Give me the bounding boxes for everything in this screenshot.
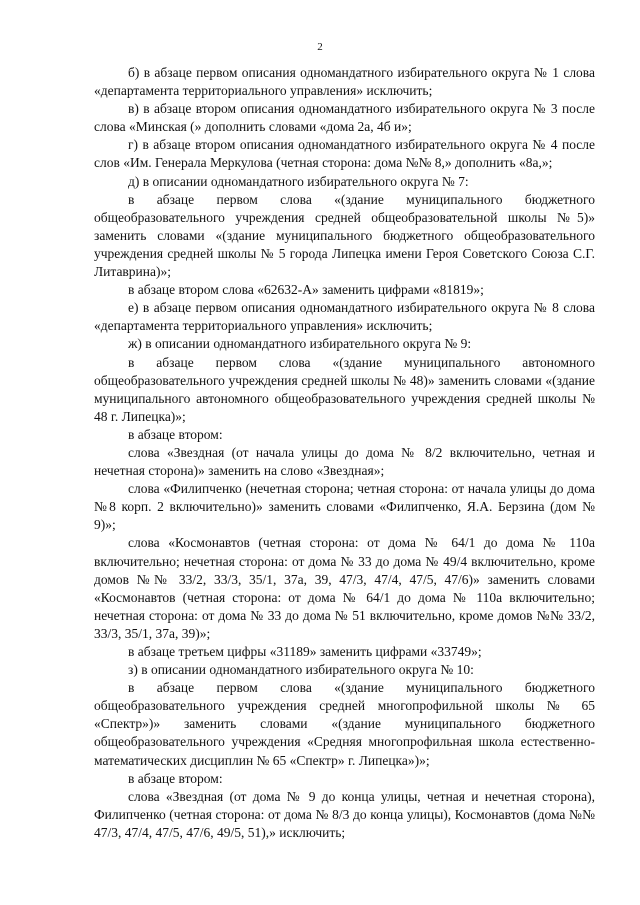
paragraph-okrug-7-second: в абзаце втором слова «62632-А» заменить цифрами «81819»; [128, 282, 484, 298]
document-body [94, 64, 595, 842]
paragraph-okrug-9-kosmonavtov: слова «Космонавтов (четная сторона: от дома № 64/1 до дома № 110а включительно; нечетная сторона: от дома № 33 до дома № 49/4 включительно, кроме домов №№ 33/2, 33/3, 35/1, 37а, 39, 47/3, 47/4, 47/5, 47/6)» заменить словами «Космонавтов (четная сторона: от дома № 64/1 до дома № 110а включительно; нечетная сторона: от дома № 33 до дома № 51 включительно, кроме домов №№ 33/2, 33/3, 35/1, 37а, 39)»; [94, 535, 595, 641]
paragraph-v-okrug-3: в) в абзаце втором описания одномандатного избирательного округа № 3 после слова «Минская (» дополнить словами «дома 2а, 4б и»; [94, 101, 595, 135]
paragraph-b-okrug-1: б) в абзаце первом описания одномандатного избирательного округа № 1 слова «департамента территориального управления» исключить; [94, 65, 595, 99]
paragraph-e-okrug-8: е) в абзаце первом описания одномандатного избирательного округа № 8 слова «департамента территориального управления» исключить; [94, 300, 595, 334]
paragraph-okrug-9-first: в абзаце первом слова «(здание муниципального автономного общеобразовательного учреждения средней школы № 48)» заменить словами «(здание муниципального автономного общеобразовательного учреждения средней школы № 48 г. Липецка)»; [94, 354, 595, 424]
paragraph-okrug-9-second-heading: в абзаце втором: [128, 426, 223, 442]
paragraph-okrug-9-filipchenko: слова «Филипченко (нечетная сторона; четная сторона: от начала улицы до дома №8 корп. 2 включительно)» заменить словами «Филипченко, Я.А. Берзина (дом № 9)»; [94, 481, 595, 533]
paragraph-g-okrug-4: г) в абзаце втором описания одномандатного избирательного округа № 4 после слов «Им. Генерала Меркулова (четная сторона: дома №№ 8,» дополнить «8а,»; [94, 137, 595, 171]
paragraph-okrug-10-second-heading: в абзаце втором: [128, 770, 223, 786]
paragraph-okrug-9-third: в абзаце третьем цифры «31189» заменить цифрами «33749»; [128, 644, 482, 659]
paragraph-okrug-10-streets: слова «Звездная (от дома № 9 до конца улицы, четная и нечетная сторона), Филипченко (четная сторона: от дома № 8/3 до конца улицы), Космонавтов (дома №№ 47/3, 47/4, 47/5, 47/6, 49/5, 51),» исключить; [94, 788, 595, 840]
paragraph-d-okrug-7-heading: д) в описании одномандатного избирательного округа № 7: [128, 173, 469, 189]
paragraph-z-okrug-10-heading: з) в описании одномандатного избирательного округа № 10: [128, 662, 474, 678]
paragraph-okrug-9-zvezdnaya: слова «Звездная (от начала улицы до дома № 8/2 включительно, четная и нечетная сторона)» заменить на слово «Звездная»; [94, 444, 595, 479]
paragraph-zh-okrug-9-heading: ж) в описании одномандатного избирательного округа № 9: [128, 336, 472, 352]
paragraph-okrug-10-first: в абзаце первом слова «(здание муниципального бюджетного общеобразовательного учреждения средней многопрофильной школы № 65 «Спектр»)» заменить словами «(здание муниципального бюджетного общеобразовательного учреждения «Средняя многопрофильная школа естественно-математических дисциплин № 65 «Спектр» г. Липецка»)»; [94, 680, 595, 768]
page-number: 2 [317, 41, 323, 53]
paragraph-okrug-7-first: в абзаце первом слова «(здание муниципального бюджетного общеобразовательного учреждения средней общеобразовательной школы №5)» заменить словами «(здание муниципального бюджетного общеобразовательного учреждения средней школы № 5 города Липецка имени Героя Советского Союза С.Г. Литаврина)»; [94, 191, 595, 280]
